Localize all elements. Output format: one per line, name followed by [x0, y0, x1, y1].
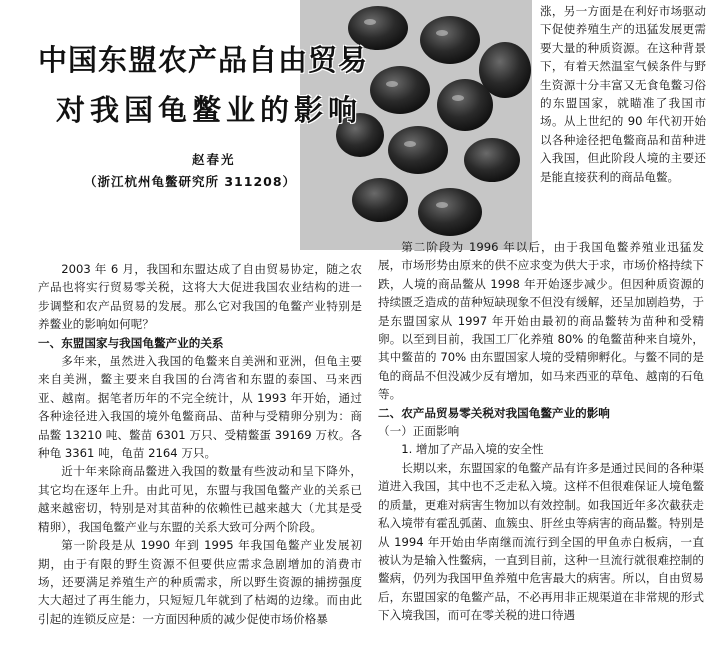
section-heading-1: 一、东盟国家与我国龟鳖产业的关系	[38, 335, 224, 350]
left-column	[38, 260, 362, 628]
author-name: 赵春光	[192, 152, 236, 167]
right-top-column	[540, 2, 706, 186]
subsubsection-heading: 1. 增加了产品入境的安全性	[401, 442, 544, 457]
paragraph: 第一阶段是从 1990 年到 1995 年我国龟鳖产业发展初期，由于有限的野生资源不但要供应需求急剧增加的消费市场，还要满足养殖生产的种质需求，所以野生资源的捕捞强度大大超过了再生能力，只短短几年就到了枯竭的边缘。而由此引起的连锁反应是：一方面因种质的减少促使市场价格暴	[38, 538, 362, 626]
right-column	[378, 238, 704, 625]
article-title-line2: 对我国龟鳖业的影响	[56, 93, 363, 127]
article-title-line1: 中国东盟农产品自由贸易	[38, 43, 369, 77]
paragraph: 涨，另一方面是在利好市场驱动下促使养殖生产的迅猛发展更需要大量的种质资源。在这种背景下，有着天然温室气候条件与野生资源十分丰富又无食龟鳖习俗的东盟国家，就瞄准了我国市场。从上世纪的 90 年代初开始以各种途径把龟鳖商品和苗种进入我国，但此阶段人境的主要还是能直接获利的商品龟鳖。	[540, 4, 706, 184]
paragraph: 近十年来除商品鳖进入我国的数量有些波动和呈下降外，其它均在逐年上升。由此可见，东盟与我国龟鳖产业的关系已越来越密切，特别是对其苗种的依赖性已越来越大（尤其是受精卵），我国龟鳖产业与东盟的关系大致可分两个阶段。	[38, 464, 362, 534]
paragraph: 多年来，虽然进入我国的龟鳖来自美洲和亚洲，但龟主要来自美洲，鳖主要来自我国的台湾省和东盟的泰国、马来西亚、越南。据笔者历年的不完全统计，从 1993 年开始，通过各种途径进入我国的境外龟鳖商品、苗种与受精卵分别为：商品鳖 13210 吨、鳖苗 6301 万只、受精鳖蛋 39169 万枚。各种龟 3361 吨，龟苗 2164 万只。	[38, 354, 362, 461]
subsection-heading: （一）正面影响	[378, 424, 460, 439]
author-affiliation: （浙江杭州龟鳖研究所 311208）	[84, 174, 297, 189]
section-heading-2: 二、农产品贸易零关税对我国龟鳖产业的影响	[378, 405, 610, 420]
intro-paragraph: 2003 年 6 月，我国和东盟达成了自由贸易协定，随之农产品也将实行贸易零关税，这将大大促进我国农业结构的进一步调整和农产品贸易的发展。那么它对我国的龟鳖产业特别是养鳖业的影响如何呢？	[38, 262, 362, 332]
paragraph: 第二阶段为 1996 年以后，由于我国龟鳖养殖业迅猛发展，市场形势由原来的供不应求变为供大于求，市场价格持续下跌，人境的商品鳖从 1998 年开始逐步减少。但因种质资源的持续匮乏造成的苗种短缺现象不但没有缓解，还呈加剧趋势，于是东盟国家从 1997 年开始由最初的商品鳖转为苗种和受精卵。以至到目前，我国工厂化养殖 80% 的龟鳖苗种来自境外，其中鳖苗的 70% 由东盟国家人境的受精卵孵化。与鳖不同的是龟的商品不但没减少反有增加，如马来西亚的草龟、越南的石龟等。	[378, 240, 704, 402]
paragraph: 长期以来，东盟国家的龟鳖产品有许多是通过民间的各种渠道进入我国，其中也不乏走私入境。这样不但很难保证人境龟鳖的质量，更难对病害生物加以有效控制。如我国近年多次截获走私入境带有霍乱弧菌、血簇虫、肝丝虫等病害的商品鳖。特别是从 1994 年开始由华南继而流行到全国的甲鱼赤白板病，一直被认为是输入性鳖病，一直到目前，这种一旦流行就很难控制的鳖病，仍列为我国甲鱼养殖中危害最大的病害。所以，自由贸易后，东盟国家的龟鳖产品，不必再用非正规渠道在非常规的形式下入境我国，而可在零关税的进口待遇	[378, 460, 704, 623]
